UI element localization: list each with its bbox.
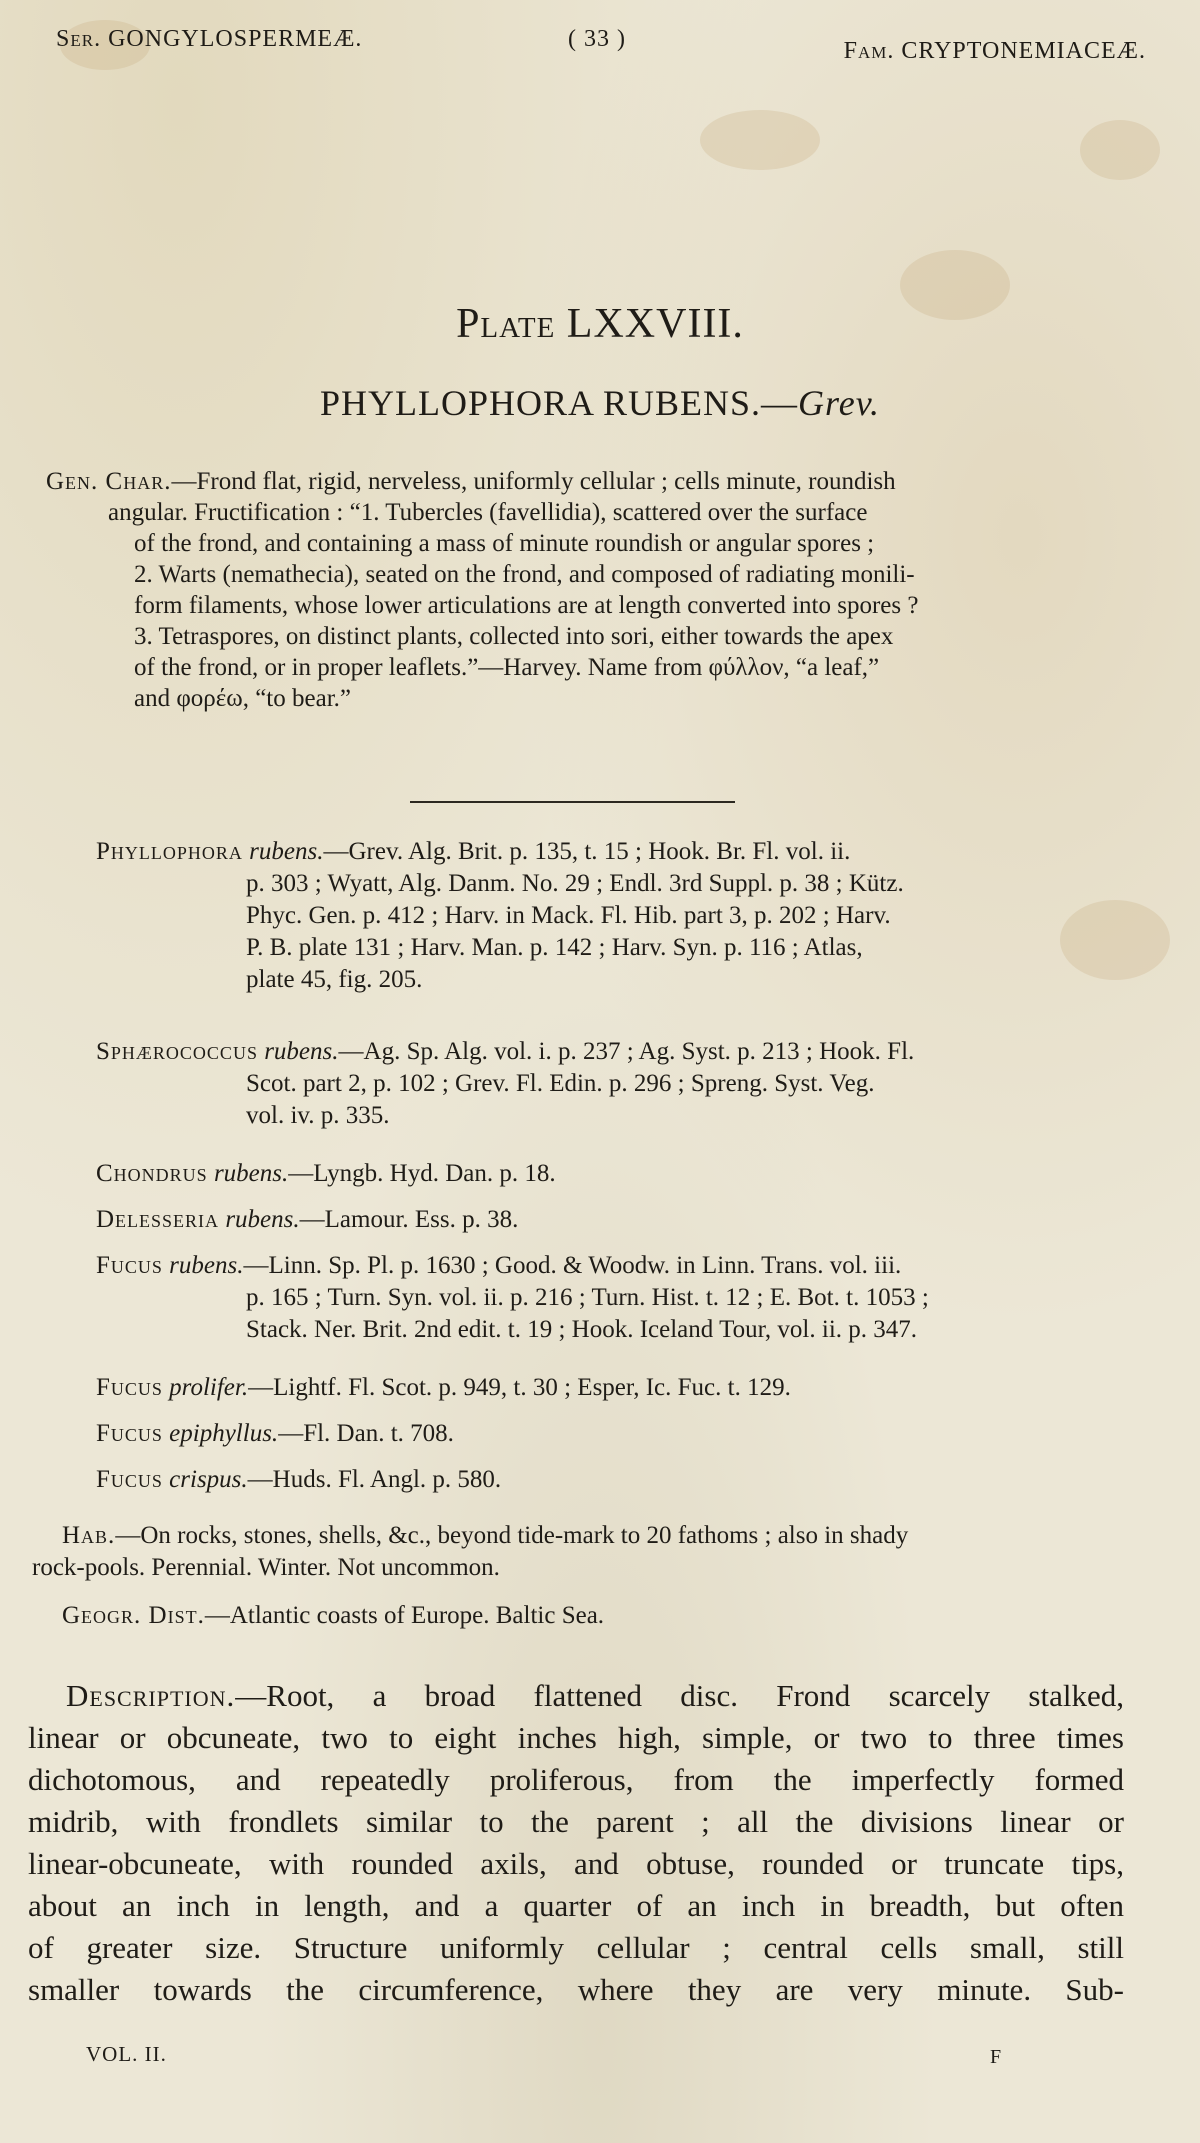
synonym-reference: —Lightf. Fl. Scot. p. 949, t. 30 ; Esper, Ic. Fuc. t. 129. <box>248 1374 791 1401</box>
page-number: ( 33 ) <box>568 26 626 52</box>
synonym-species: rubens. <box>213 1160 289 1187</box>
synonym-entry <box>96 1204 1136 1236</box>
running-header <box>56 26 1146 66</box>
description <box>28 1675 1124 2011</box>
synonym-genus: Fucus <box>96 1420 163 1447</box>
synonym-reference: Phyc. Gen. p. 412 ; Harv. in Mack. Fl. Hib. part 3, p. 202 ; Harv. <box>246 902 891 929</box>
synonym-reference: P. B. plate 131 ; Harv. Man. p. 142 ; Harv. Syn. p. 116 ; Atlas, <box>246 934 863 961</box>
synonym-first-line <box>96 1372 1136 1404</box>
synonym-reference: vol. iv. p. 335. <box>246 1102 390 1129</box>
section-divider <box>410 801 735 803</box>
synonym-reference: —Lamour. Ess. p. 38. <box>299 1206 519 1233</box>
plate-title: Plate LXXVIII. <box>456 301 744 347</box>
gen-char-line: angular. Fructification : “1. Tubercles (favellidia), scattered over the surface <box>108 499 868 526</box>
synonym-first-line <box>96 1464 1136 1496</box>
synonym-first-line <box>96 1250 1136 1282</box>
paper-stain <box>1080 120 1160 180</box>
gen-char-line <box>46 466 1136 497</box>
description-label: Description. <box>66 1678 236 1713</box>
synonym-genus: Fucus <box>96 1466 163 1493</box>
synonym-species: rubens. <box>249 838 324 865</box>
synonym-genus: Fucus <box>96 1252 163 1279</box>
habitat <box>32 1520 1132 1584</box>
synonym-first-line <box>96 1204 1136 1236</box>
synonym-reference: —Huds. Fl. Angl. p. 580. <box>247 1466 502 1493</box>
description-line: linear-obcuneate, with rounded axils, and obtuse, rounded or truncate tips, <box>28 1846 1124 1881</box>
habitat-text: —On rocks, stones, shells, &c., beyond tide-mark to 20 fathoms ; also in shady <box>115 1522 909 1549</box>
gen-char-line: of the frond, or in proper leaflets.”—Harvey. Name from φύλλον, “a leaf,” <box>134 654 880 681</box>
description-line: linear or obcuneate, two to eight inches high, simple, or two to three times <box>28 1720 1124 1755</box>
synonym-entry <box>96 1158 1136 1190</box>
species-title <box>0 382 1200 424</box>
synonym-first-line <box>96 1036 1136 1068</box>
geographic-distribution <box>62 1600 1132 1632</box>
synonym-first-line <box>96 1418 1136 1450</box>
synonym-genus: Delesseria <box>96 1206 220 1233</box>
habitat-label: Hab. <box>62 1522 116 1549</box>
synonym-reference: plate 45, fig. 205. <box>246 966 423 993</box>
synonym-species: crispus. <box>169 1466 248 1493</box>
synonym-entry <box>96 1372 1136 1404</box>
description-line: dichotomous, and repeatedly proliferous, from the imperfectly formed <box>28 1762 1124 1797</box>
synonym-reference: p. 165 ; Turn. Syn. vol. ii. p. 216 ; Turn. Hist. t. 12 ; E. Bot. t. 1053 ; <box>246 1284 929 1311</box>
synonym-genus: Sphærococcus <box>96 1038 258 1065</box>
synonym-reference: —Ag. Sp. Alg. vol. i. p. 237 ; Ag. Syst. p. 213 ; Hook. Fl. <box>338 1038 915 1065</box>
habitat-line: rock-pools. Perennial. Winter. Not uncommon. <box>32 1554 500 1581</box>
synonym-reference: —Linn. Sp. Pl. p. 1630 ; Good. & Woodw. in Linn. Trans. vol. iii. <box>243 1252 902 1279</box>
volume-signature: VOL. II. <box>86 2042 167 2066</box>
description-line: smaller towards the circumference, where they are very minute. Sub- <box>28 1972 1124 2007</box>
description-line: midrib, with frondlets similar to the parent ; all the divisions linear or <box>28 1804 1124 1839</box>
geogr-line <box>62 1600 1132 1632</box>
habitat-line <box>62 1520 1132 1552</box>
header-series: Ser. GONGYLOSPERMEÆ. <box>56 26 363 52</box>
species-name: PHYLLOPHORA RUBENS.— <box>319 383 799 423</box>
synonym-reference: Scot. part 2, p. 102 ; Grev. Fl. Edin. p. 296 ; Spreng. Syst. Veg. <box>246 1070 875 1097</box>
synonym-entry <box>96 836 1136 996</box>
description-line: of greater size. Structure uniformly cellular ; central cells small, still <box>28 1930 1124 1965</box>
description-line <box>28 1675 1124 1717</box>
synonym-species: rubens. <box>225 1206 300 1233</box>
synonym-entry <box>96 1250 1136 1346</box>
paper-stain <box>700 110 820 170</box>
gen-char-line: 2. Warts (nemathecia), seated on the frond, and composed of radiating monili- <box>134 561 915 588</box>
synonym-first-line <box>96 1158 1136 1190</box>
synonym-species: prolifer. <box>169 1374 249 1401</box>
synonym-entry <box>96 1464 1136 1496</box>
synonym-entry <box>96 1418 1136 1450</box>
synonym-genus: Chondrus <box>96 1160 208 1187</box>
description-text: —Root, a broad flattened disc. Frond scarcely stalked, <box>235 1678 1124 1713</box>
signature-mark: F <box>990 2046 1002 2068</box>
synonym-genus: Phyllophora <box>96 838 243 865</box>
gen-char-line: 3. Tetraspores, on distinct plants, collected into sori, either towards the apex <box>134 623 894 650</box>
description-line: about an inch in length, and a quarter of an inch in breadth, but often <box>28 1888 1124 1923</box>
synonym-reference: —Grev. Alg. Brit. p. 135, t. 15 ; Hook. Br. Fl. vol. ii. <box>323 838 851 865</box>
gen-char-label: Gen. Char. <box>46 468 172 495</box>
gen-char-line: form filaments, whose lower articulations are at length converted into spores ? <box>134 592 919 619</box>
generic-characters <box>46 466 1136 714</box>
synonym-reference: p. 303 ; Wyatt, Alg. Danm. No. 29 ; Endl. 3rd Suppl. p. 38 ; Kütz. <box>246 870 904 897</box>
synonym-reference: —Fl. Dan. t. 708. <box>278 1420 454 1447</box>
synonym-species: rubens. <box>264 1038 339 1065</box>
gen-char-text: —Frond flat, rigid, nerveless, uniformly cellular ; cells minute, roundish <box>171 468 896 495</box>
synonym-first-line <box>96 836 1136 868</box>
gen-char-line: and φορέω, “to bear.” <box>134 685 351 712</box>
geogr-label: Geogr. Dist. <box>62 1602 205 1629</box>
synonym-genus: Fucus <box>96 1374 163 1401</box>
species-author: Grev. <box>798 383 881 423</box>
synonym-reference: —Lyngb. Hyd. Dan. p. 18. <box>288 1160 556 1187</box>
header-family: Fam. CRYPTONEMIACEÆ. <box>843 38 1146 64</box>
synonym-species: rubens. <box>169 1252 244 1279</box>
synonym-entry <box>96 1036 1136 1132</box>
synonym-species: epiphyllus. <box>169 1420 279 1447</box>
synonym-reference: Stack. Ner. Brit. 2nd edit. t. 19 ; Hook. Iceland Tour, vol. ii. p. 347. <box>246 1316 918 1343</box>
gen-char-line: of the frond, and containing a mass of minute roundish or angular spores ; <box>134 530 875 557</box>
geogr-text: —Atlantic coasts of Europe. Baltic Sea. <box>204 1602 605 1629</box>
